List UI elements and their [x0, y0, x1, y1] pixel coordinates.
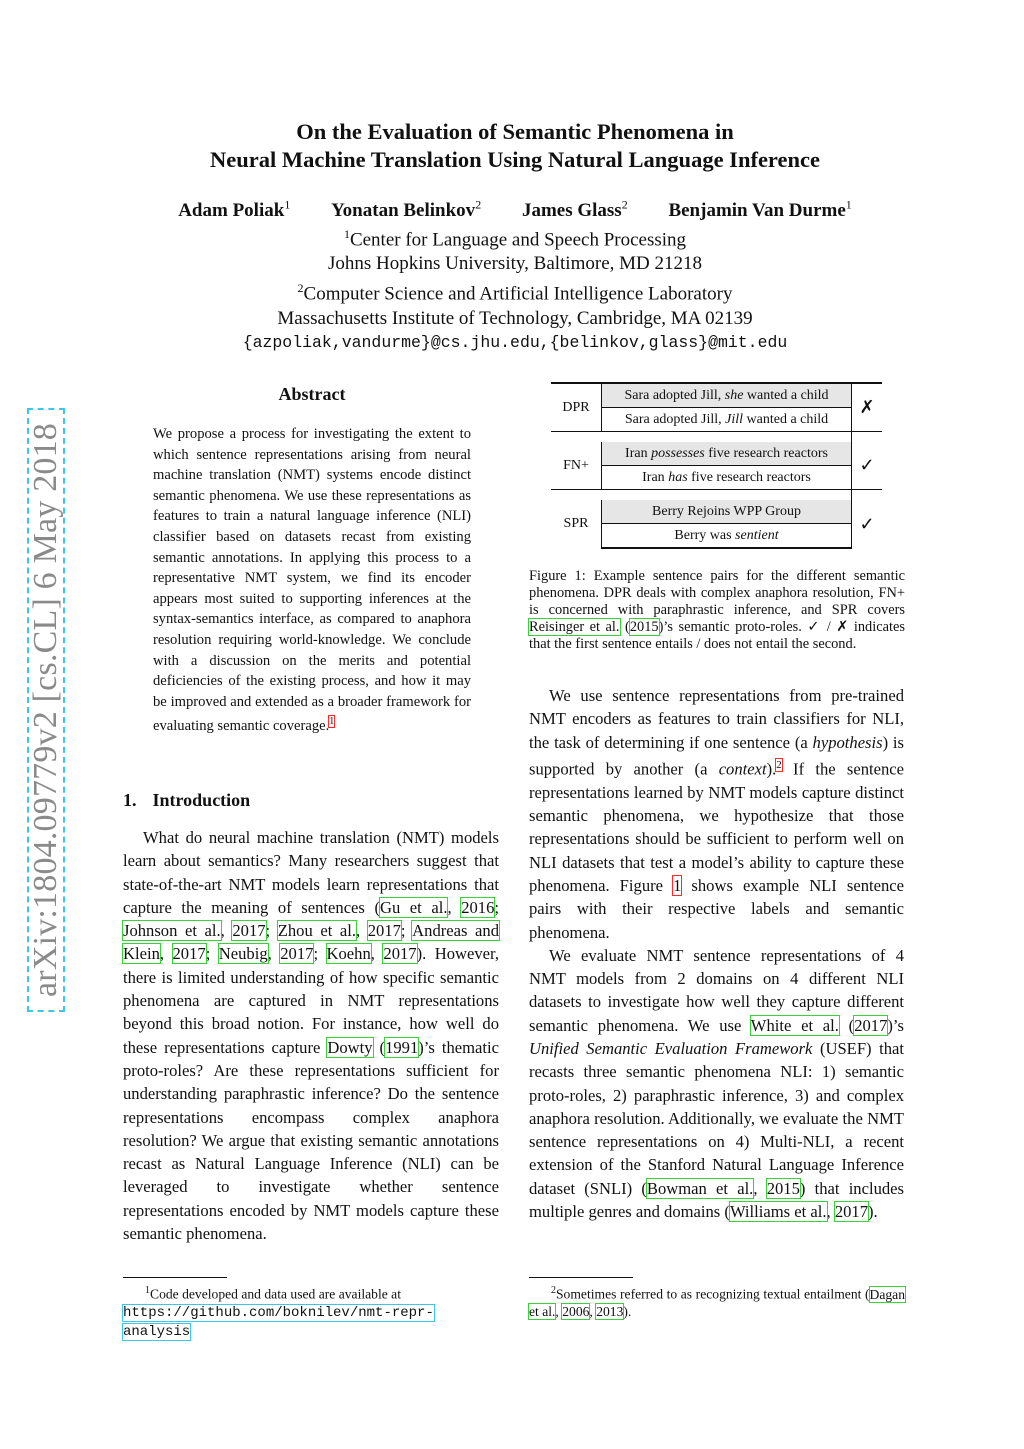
footnote-ref-2[interactable]: 2: [776, 758, 782, 771]
dpr-row-2: [551, 408, 882, 432]
spr-row-1: [551, 500, 882, 524]
abstract-text: We propose a process for investigating the extent to which sentence representations arising from neural machine translation (NMT) systems encode distinct semantic phenomena. We use these representations as features to train a natural language inference (NLI) classifier based on datasets recast from existing semantic annotations. In applying this process to a representative NMT system, we find its encoder appears most suited to supporting inferences at the syntax-semantics interface, as compared to anaphora resolution requiring world-knowledge. We conclude with a discussion on the merits and potential deficiencies of the existing process, and how it may be improved and extended as a broader framework for evaluating semantic coverage.: [153, 426, 471, 735]
citation-link[interactable]: Koehn: [326, 944, 371, 964]
citation-link[interactable]: Bowman et al.: [646, 1178, 754, 1198]
citation-link[interactable]: 2017: [367, 921, 401, 941]
citation-link[interactable]: Dagan et al.: [529, 1286, 905, 1319]
footnote-rule-left: [123, 1277, 227, 1278]
paper-title: [120, 118, 910, 174]
section-heading-introduction: 1. Introduction: [123, 790, 251, 810]
dpr-sentence-1: Sara adopted Jill, she wanted a child: [602, 383, 852, 408]
figure-ref[interactable]: 1: [673, 875, 682, 895]
title-line-1: On the Evaluation of Semantic Phenomena in: [296, 119, 734, 144]
citation-link[interactable]: 1991: [385, 1037, 419, 1057]
affiliation-1-location: Johns Hopkins University, Baltimore, MD 21218: [327, 253, 702, 275]
spr-mark: ✓: [852, 500, 883, 548]
figure-1-table: [551, 382, 882, 549]
footnote-2: $^2$Sometimes referred to as recognizing textual entailment (Dagan et al., 2006, 2013).: [529, 1285, 905, 1319]
author-emails: {azpoliak,vandurme}@cs.jhu.edu,{belinkov,glass}@mit.edu: [242, 332, 788, 352]
citation-link[interactable]: 2006: [562, 1303, 590, 1319]
dpr-row-1: [551, 383, 882, 408]
fn-row-1: [551, 442, 882, 466]
title-line-2: Neural Machine Translation Using Natural Language Inference: [209, 147, 820, 172]
arxiv-stamp-text: arXiv:1804.09779v2 [cs.CL] 6 May 2018: [27, 423, 64, 997]
fn-sentence-1: Iran possesses five research reactors: [602, 442, 852, 466]
intro-paragraph: What do neural machine translation (NMT) models learn about semantics? Many researchers suggest that state-of-the-art NMT models learn representations that capture the meaning of sentences (Gu et al., 2016; Johnson et al., 2017; Zhou et al., 2017; Andreas and Klein, 2017; Neubig, 2017; Koehn, 2017). However, there is limited understanding of how specific semantic phenomena are captured in NMT representations beyond this broad notion. For instance, how well do these representations capture Dowty (1991)’s thematic proto-roles? Are these representations sufficient for understanding paraphrastic inference? Do the sentence representations encompass complex anaphora resolution? We argue that existing semantic annotations recast as Natural Language Inference (NLI) can be leveraged to investigate whether sentence representations encoded by NMT models capture these semantic phenomena.: [123, 828, 500, 1244]
dpr-mark: ✗: [852, 383, 883, 432]
citation-link[interactable]: 2013: [596, 1303, 624, 1319]
citation-link[interactable]: Williams et al.: [729, 1202, 827, 1222]
spr-sentence-1: Berry Rejoins WPP Group: [602, 500, 852, 524]
fn-sentence-2: Iran has five research reactors: [602, 466, 852, 490]
citation-link[interactable]: White et al.: [750, 1015, 839, 1035]
figure-1-caption: Figure 1: Example sentence pairs for the different semantic phenomena. DPR deals with complex anaphora resolution, FN+ is concerned with paraphrastic inference, and SPR covers Reisinger et al. (2015)’s semantic proto-roles. ✓ / ✗ indicates that the first sentence entails / does not entail the second.: [529, 568, 906, 652]
author-list: [120, 198, 910, 222]
citation-link[interactable]: Zhou et al.: [277, 921, 356, 941]
citation-link[interactable]: 2017: [232, 921, 266, 941]
affiliation-2: $^2$Computer Science and Artificial Intelligence Laboratory: [297, 281, 733, 305]
fn-label: FN+: [551, 442, 602, 490]
dpr-sentence-2: Sara adopted Jill, Jill wanted a child: [602, 408, 852, 432]
fn-mark: ✓: [852, 442, 883, 490]
citation-link[interactable]: Gu et al.: [379, 897, 448, 917]
citation-link[interactable]: Andreas and Klein: [123, 921, 499, 964]
footnote-rule-right: [529, 1277, 633, 1278]
affiliations: [120, 222, 910, 355]
footnote-1: $^1$Code developed and data used are available at https://github.com/boknilev/nmt-repr-analysis: [123, 1285, 434, 1340]
right-column-text: [529, 684, 904, 1223]
abstract-heading: Abstract: [278, 384, 346, 404]
citation-link[interactable]: 2017: [172, 944, 206, 964]
arxiv-stamp[interactable]: [27, 408, 65, 1012]
author: Benjamin Van Durme$^1$: [668, 198, 852, 222]
repo-url-link[interactable]: https://github.com/boknilev/nmt-repr-analysis: [123, 1304, 434, 1340]
spr-sentence-2: Berry was sentient: [602, 524, 852, 549]
citation-link[interactable]: 2015: [629, 619, 659, 635]
paragraph: We use sentence representations from pre-trained NMT encoders as features to train classifiers for NLI, the task of determining if one sentence (a hypothesis) is supported by another (a context).$^2$ If the sentence representations learned by NMT models capture distinct semantic phenomena, we hypothesize that those representations should be sufficient to perform well on NLI datasets that test a model’s ability to capture these phenomena. Figure 1 shows example NLI sentence pairs with their respective labels and semantic phenomena.: [529, 686, 905, 942]
citation-link[interactable]: 2017: [383, 944, 417, 964]
fn-row-2: [551, 466, 882, 490]
citation-link[interactable]: 2016: [461, 897, 495, 917]
citation-link[interactable]: 2015: [766, 1178, 800, 1198]
citation-link[interactable]: 2017: [854, 1015, 888, 1035]
dpr-label: DPR: [551, 383, 602, 432]
figure-1: [551, 382, 882, 549]
author: Yonatan Belinkov$^2$: [331, 198, 482, 222]
footnote-ref-1[interactable]: 1: [329, 716, 335, 728]
citation-link[interactable]: Johnson et al.: [123, 921, 221, 941]
spr-label: SPR: [551, 500, 602, 548]
spr-row-2: [551, 524, 882, 549]
citation-link[interactable]: Dowty: [327, 1037, 373, 1057]
author: Adam Poliak$^1$: [178, 198, 291, 222]
abstract-body: [153, 424, 471, 737]
citation-link[interactable]: 2017: [280, 944, 314, 964]
affiliation-2-location: Massachusetts Institute of Technology, Cambridge, MA 02139: [277, 307, 753, 329]
author: James Glass$^2$: [521, 198, 628, 222]
paragraph: We evaluate NMT sentence representations of 4 NMT models from 2 domains on 4 different NLI datasets to investigate how well they capture different semantic phenomena. We use White et al. (2017)’s Unified Semantic Evaluation Framework (USEF) that recasts three semantic phenomena NLI: 1) semantic proto-roles, 2) paraphrastic inference, 3) and complex anaphora resolution. Additionally, we evaluate the NMT sentence representations on 4) Multi-NLI, a recent extension of the Stanford Natural Language Inference dataset (SNLI) (Bowman et al., 2015) that includes multiple genres and domains (Williams et al., 2017).: [529, 945, 904, 1222]
citation-link[interactable]: Reisinger et al.: [529, 619, 620, 635]
citation-link[interactable]: Neubig: [218, 944, 268, 964]
affiliation-1: $^1$Center for Language and Speech Processing: [343, 227, 687, 251]
citation-link[interactable]: 2017: [834, 1202, 868, 1222]
